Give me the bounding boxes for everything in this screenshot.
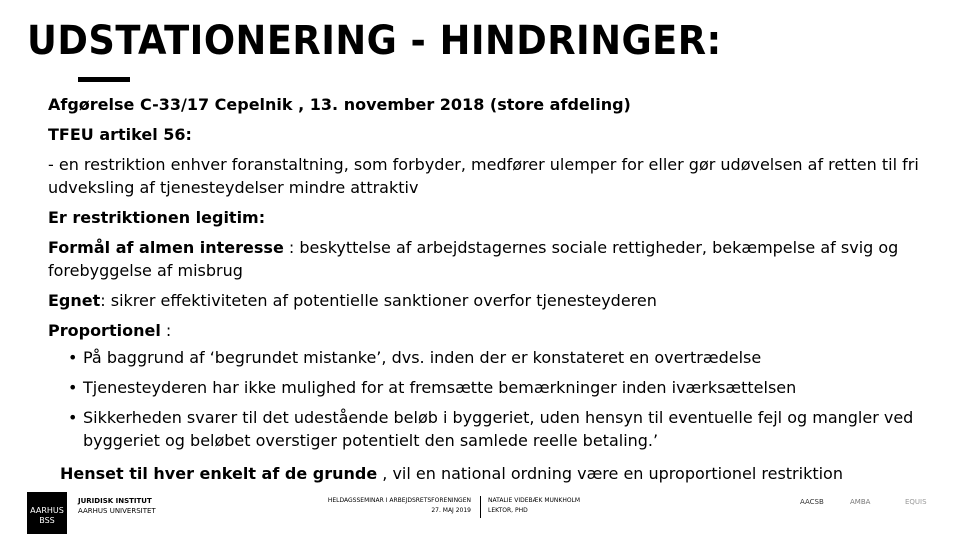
institute-info: JURIDISK INSTITUT AARHUS UNIVERSITET bbox=[78, 497, 156, 515]
suitable-text: : sikrer effektiviteten af potentielle sanktioner overfor tjenesteyderen bbox=[100, 291, 657, 310]
proportional-label: Proportionel bbox=[48, 321, 161, 340]
restriction-definition: - en restriktion enhver foranstaltning, som forbyder, medfører ulemper for eller gør udøvelsen af retten til fri udveksling af tjenesteydelser mindre attraktiv bbox=[48, 155, 919, 197]
equis-logo: EQUIS bbox=[905, 498, 927, 506]
speaker-info: NATALIE VIDEBÆK MUNKHOLM LEKTOR, PHD bbox=[488, 497, 581, 514]
suitable-paragraph bbox=[48, 289, 928, 312]
bullet-item: • På baggrund af ‘begrundet mistanke’, dvs. inden der er konstateret en overtrædelse bbox=[68, 346, 928, 369]
article-heading: TFEU artikel 56: bbox=[48, 125, 192, 144]
slide-title: UDSTATIONERING - HINDRINGER: bbox=[27, 18, 722, 64]
bullet-item: • Sikkerheden svarer til det udestående beløb i byggeriet, uden hensyn til eventuelle fejl og mangler ved byggeriet og beløbet overstiger potentielt den samlede reelle betaling.’ bbox=[68, 406, 928, 452]
title-accent-bar bbox=[78, 77, 130, 82]
event-info: HELDAGSSEMINAR I ARBEJDSRETSFORENINGEN 27. MAJ 2019 bbox=[327, 497, 471, 514]
purpose-label: Formål af almen interesse bbox=[48, 238, 284, 257]
bullet-item: • Tjenesteyderen har ikke mulighed for at fremsætte bemærkninger inden iværksættelsen bbox=[68, 376, 928, 399]
conclusion-text: , vil en national ordning være en uproportionel restriktion bbox=[377, 464, 843, 483]
aarhus-bss-logo: AARHUS BSS bbox=[27, 492, 67, 534]
suitable-label: Egnet bbox=[48, 291, 101, 310]
purpose-text: : beskyttelse af arbejdstagernes sociale rettigheder, bekæmpelse af svig og forebyggelse af misbrug bbox=[48, 238, 899, 280]
amba-logo: AMBA bbox=[850, 498, 871, 506]
conclusion-label: Henset til hver enkelt af de grunde bbox=[60, 464, 378, 483]
slide-body bbox=[48, 93, 928, 459]
purpose-paragraph bbox=[48, 236, 928, 282]
decision-line: Afgørelse C-33/17 Cepelnik , 13. november 2018 (store afdeling) bbox=[48, 95, 631, 114]
proportional-text: : bbox=[160, 321, 172, 340]
slide-footer bbox=[0, 490, 960, 540]
aacsb-logo: AACSB bbox=[800, 498, 824, 506]
legitimacy-heading: Er restriktionen legitim: bbox=[48, 208, 266, 227]
conclusion-line bbox=[60, 462, 843, 485]
proportional-paragraph bbox=[48, 319, 928, 342]
proportional-bullets bbox=[48, 346, 928, 452]
footer-divider bbox=[480, 496, 481, 518]
